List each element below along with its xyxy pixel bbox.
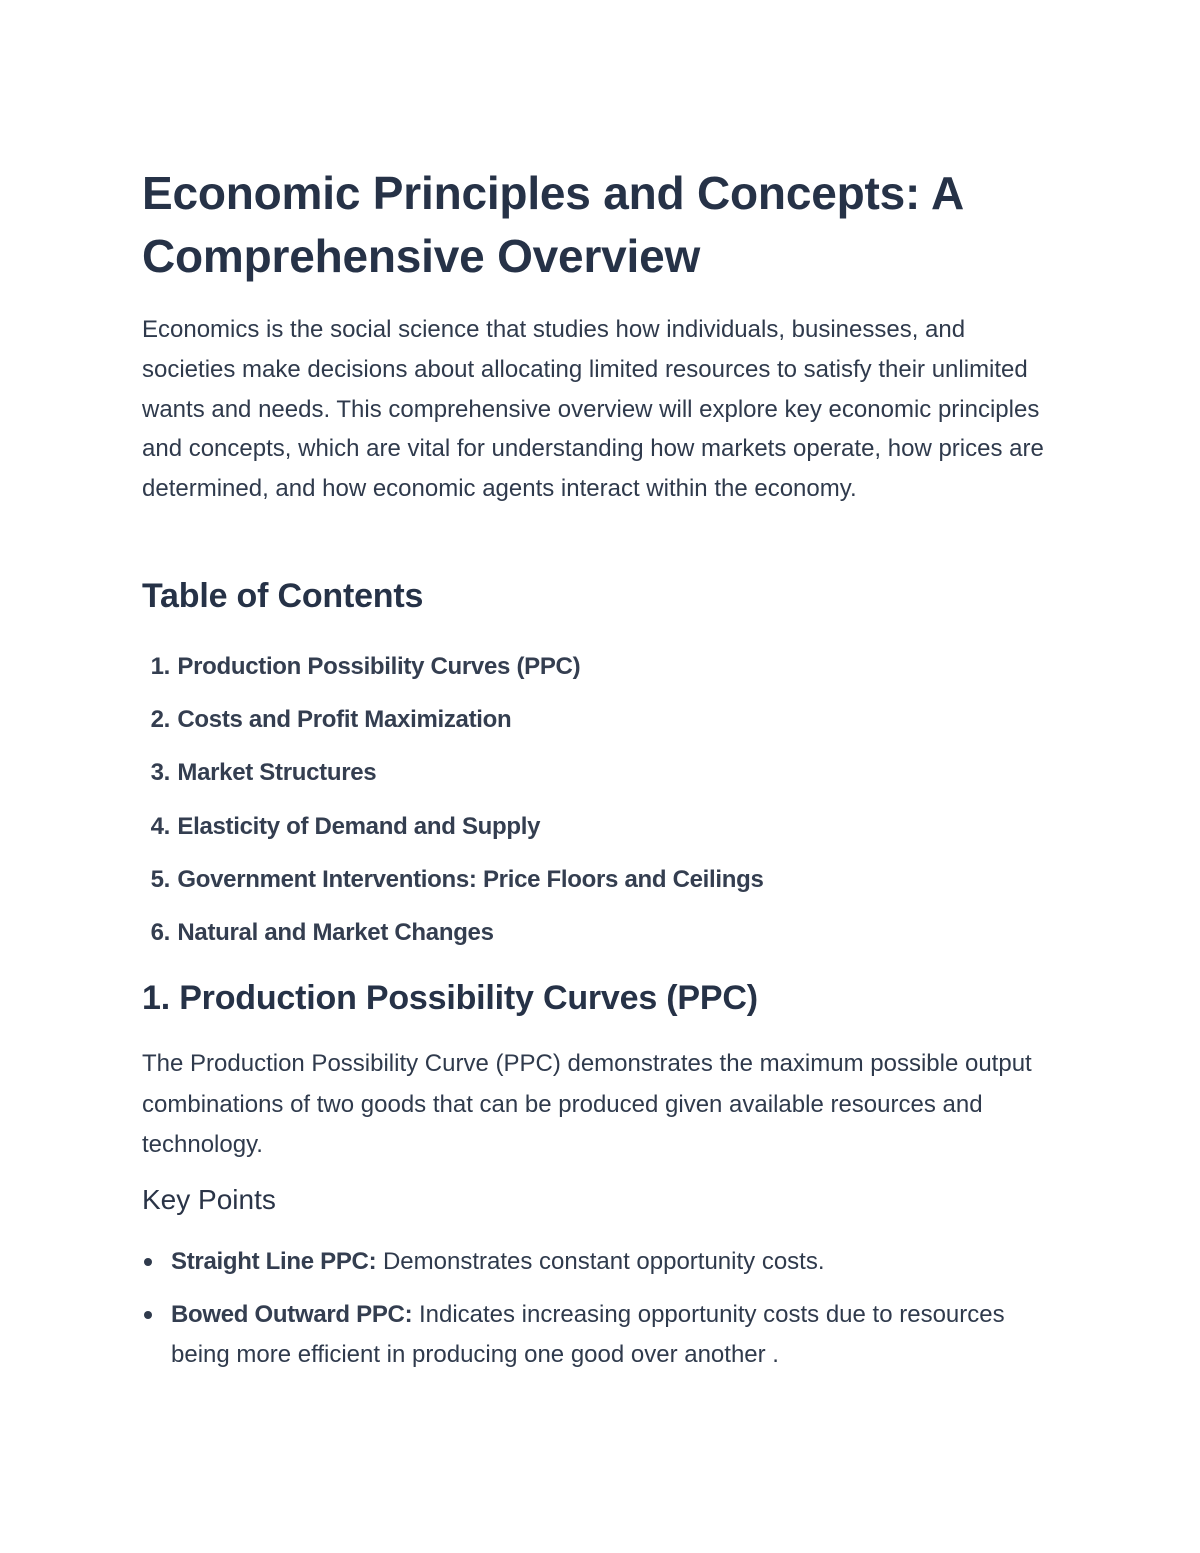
toc-item-label: Natural and Market Changes: [177, 919, 494, 947]
toc-item-label: Production Possibility Curves (PPC): [177, 653, 581, 680]
list-item: [142, 1295, 1042, 1375]
key-point-term: Straight Line PPC:: [171, 1248, 377, 1275]
toc-item-natural-market-changes[interactable]: [142, 906, 1042, 959]
key-points-heading: Key Points: [142, 1184, 276, 1215]
toc-item-number: 4.: [150, 812, 170, 840]
toc-item-number: 2.: [150, 706, 170, 734]
toc-item-number: 3.: [150, 759, 170, 787]
key-point-text: Indicates increasing opportunity costs due to resources being more efficient in producing one good over another .: [171, 1301, 1005, 1368]
toc-item-label: Market Structures: [177, 759, 377, 787]
toc-heading: Table of Contents: [142, 577, 424, 615]
intro-paragraph: Economics is the social science that studies how individuals, businesses, and societies make decisions about allocating limited resources to satisfy their unlimited wants and needs. This comprehensive overview will explore key economic principles and concepts, which are vital for understanding how markets operate, how prices are determined, and how economic agents interact within the economy.: [142, 316, 1044, 503]
document-title: Economic Principles and Concepts: A Comprehensive Overview: [142, 167, 963, 282]
toc-item-number: 5.: [150, 865, 170, 893]
key-point-term: Bowed Outward PPC:: [171, 1301, 413, 1328]
toc-item-number: 1.: [150, 653, 170, 680]
toc-item-market-structures[interactable]: [142, 746, 1042, 799]
document-page: [142, 162, 1062, 1368]
toc-item-ppc[interactable]: [142, 640, 1042, 693]
section-heading-ppc: 1. Production Possibility Curves (PPC): [142, 979, 758, 1017]
toc-item-label: Costs and Profit Maximization: [177, 706, 512, 734]
toc-item-label: Elasticity of Demand and Supply: [177, 812, 541, 840]
toc-item-costs[interactable]: [142, 693, 1042, 746]
table-of-contents: [142, 640, 1042, 959]
key-point-text: Demonstrates constant opportunity costs.: [376, 1248, 825, 1275]
toc-item-government-interventions[interactable]: [142, 853, 1042, 906]
toc-item-number: 6.: [150, 919, 170, 947]
toc-item-label: Government Interventions: Price Floors and Ceilings: [177, 865, 764, 893]
bullet-icon: [144, 1311, 152, 1319]
key-points-list: [142, 1242, 1042, 1388]
toc-item-elasticity[interactable]: [142, 800, 1042, 853]
bullet-icon: [144, 1258, 152, 1266]
list-item: [142, 1242, 1042, 1282]
section-ppc-paragraph: The Production Possibility Curve (PPC) demonstrates the maximum possible output combinations of two goods that can be produced given available resources and technology.: [142, 1050, 1032, 1158]
